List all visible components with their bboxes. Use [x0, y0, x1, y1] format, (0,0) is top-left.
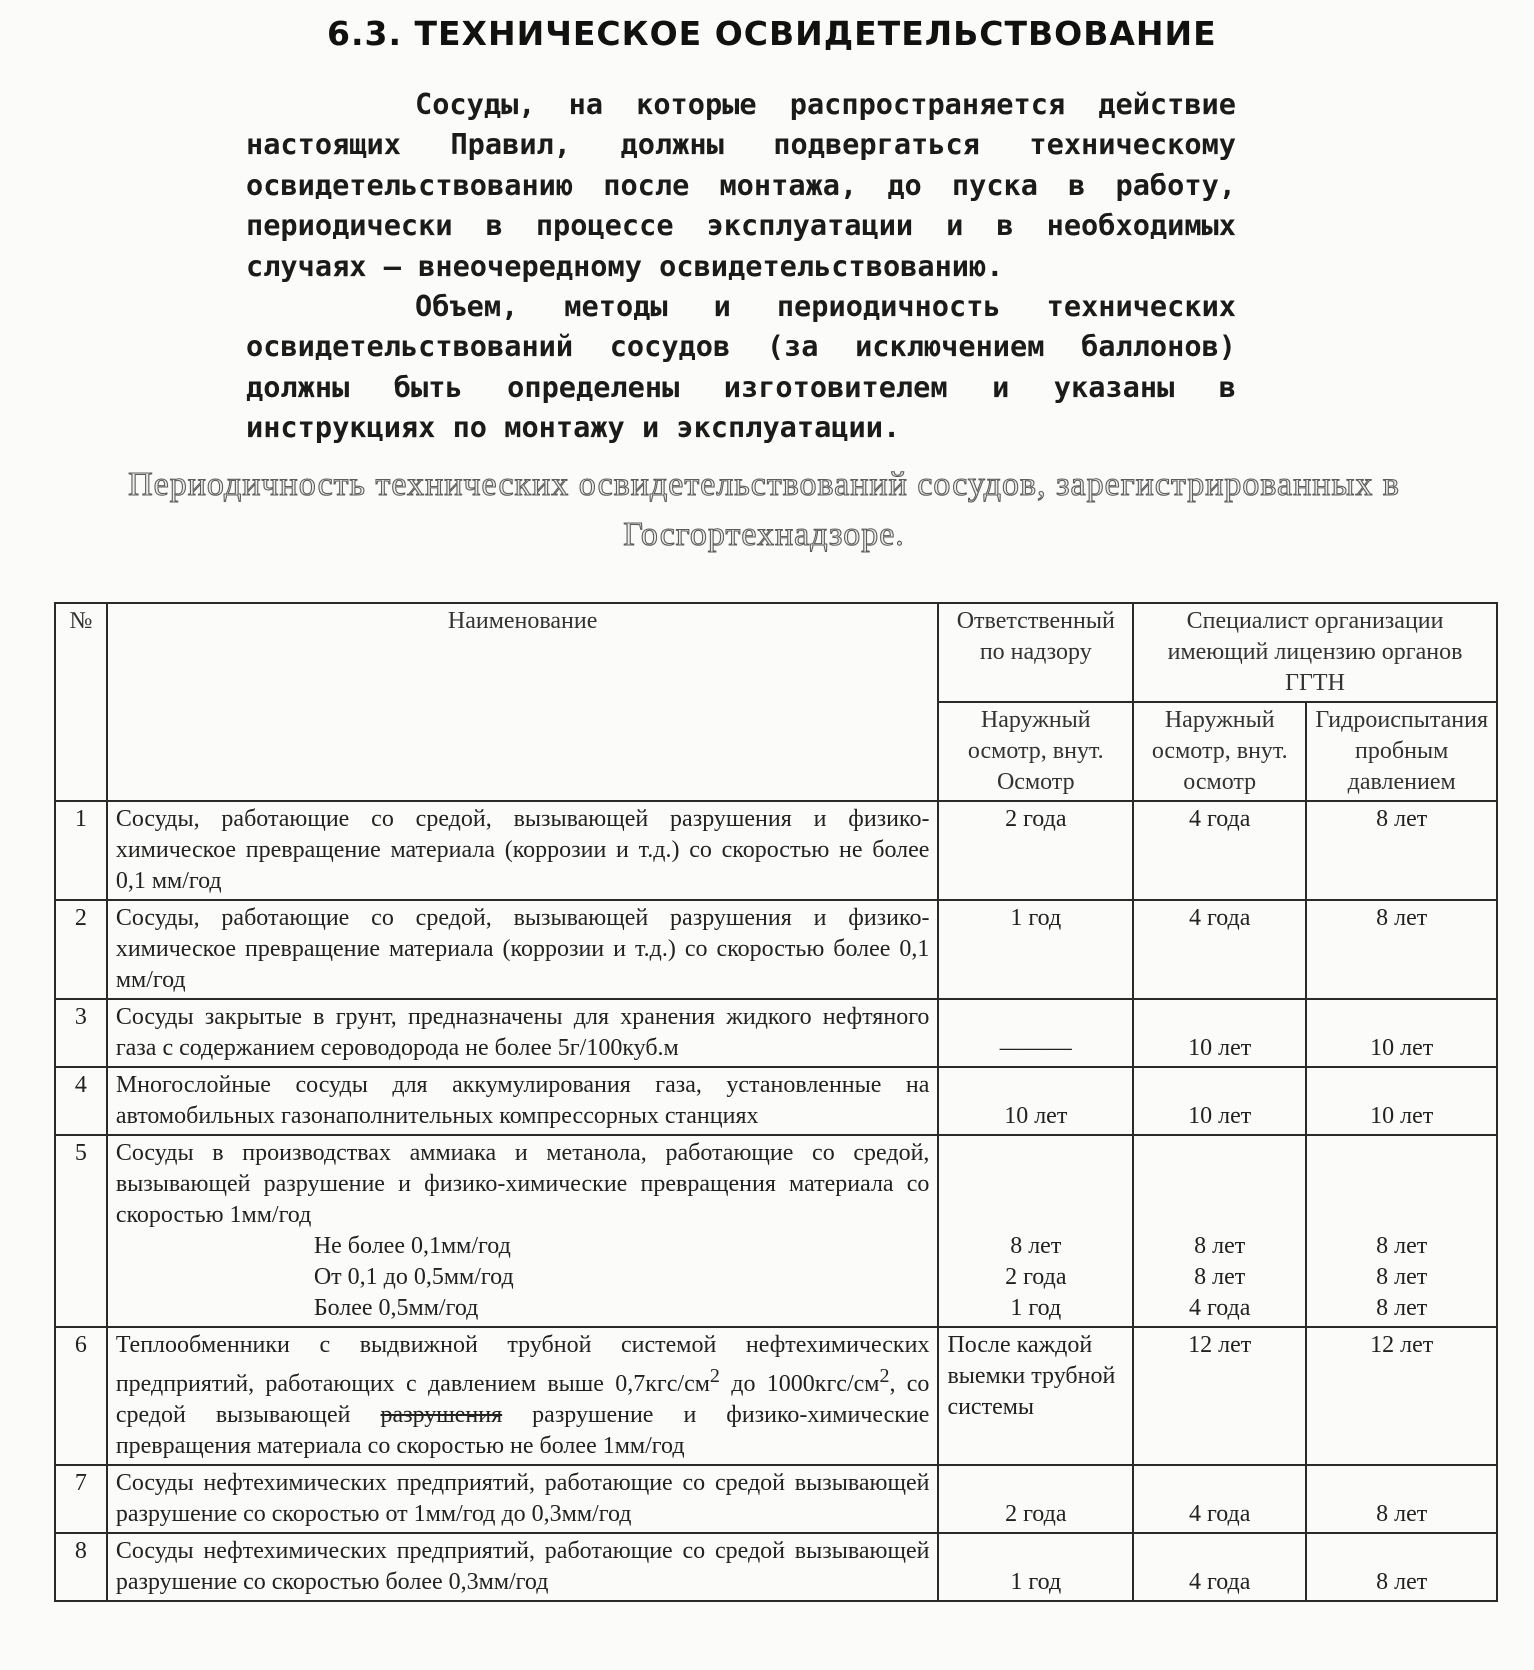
sub-period: 8 лет — [1010, 1233, 1062, 1259]
header-spec-hydro: Гидроиспытания пробным давлением — [1306, 702, 1497, 801]
superscript: 2 — [709, 1365, 720, 1387]
superscript: 2 — [879, 1365, 890, 1387]
sub-period: 1 год — [1010, 1295, 1062, 1321]
table-row — [55, 801, 1497, 900]
row-resp-period: 1 год — [938, 900, 1133, 999]
table-title: Периодичность технических освидетельствований сосудов, зарегистрированных в Госгортехнадзоре. — [128, 466, 1400, 553]
table-row — [55, 1135, 1497, 1327]
row-name: Сосуды нефтехимических предприятий, работающие со средой вызывающей разрушение со скоростью от 1мм/год до 0,3мм/год — [107, 1465, 939, 1533]
row-sub-label: Более 0,5мм/год — [313, 1295, 479, 1321]
row-name-part: , со средой вызывающей — [115, 1371, 930, 1428]
row-name: Сосуды, работающие со средой, вызывающей разрушения и физико-химическое превращение материала (коррозии и т.д.) со скоростью более 0,1 мм/год — [107, 900, 939, 999]
row-hydro-period — [1306, 1135, 1497, 1327]
table-header-row — [55, 603, 1497, 702]
row-resp-period: 10 лет — [938, 1067, 1133, 1135]
header-name: Наименование — [107, 603, 939, 801]
header-resp-inspection: Наружный осмотр, внут. Осмотр — [938, 702, 1133, 801]
row-resp-period: 2 года — [938, 801, 1133, 900]
table-row — [55, 1465, 1497, 1533]
row-name — [107, 1135, 939, 1327]
row-name: Сосуды, работающие со средой, вызывающей разрушения и физико-химическое превращение материала (коррозии и т.д.) со скоростью не более 0,1 мм/год — [107, 801, 939, 900]
sub-period: 4 года — [1189, 1295, 1251, 1321]
sub-period: 8 лет — [1194, 1264, 1246, 1290]
inspection-periodicity-table — [54, 602, 1498, 1602]
row-name: Многослойные сосуды для аккумулирования газа, установленные на автомобильных газонаполнительных компрессорных станциях — [107, 1067, 939, 1135]
row-number: 6 — [55, 1327, 107, 1465]
row-hydro-period: 8 лет — [1306, 1465, 1497, 1533]
row-name-part: разрушение и физико-химические превращения материала со скоростью не более 1мм/год — [115, 1402, 930, 1459]
table-row — [55, 900, 1497, 999]
sub-period: 8 лет — [1376, 1264, 1428, 1290]
row-spec-period: 10 лет — [1133, 999, 1306, 1067]
table-row — [55, 999, 1497, 1067]
row-resp-period: После каждой выемки трубной системы — [938, 1327, 1133, 1465]
row-resp-period: ——— — [938, 999, 1133, 1067]
header-num: № — [55, 603, 107, 801]
row-spec-period: 4 года — [1133, 801, 1306, 900]
row-spec-period: 4 года — [1133, 900, 1306, 999]
row-number: 5 — [55, 1135, 107, 1327]
row-name-text: Сосуды в производствах аммиака и метанола, работающие со средой, вызывающей разрушение и физико-химические превращения материала со скоростью 1мм/год — [115, 1140, 930, 1228]
struck-word: разрушения — [380, 1402, 503, 1428]
header-specialist: Специалист организации имеющий лицензию органов ГГТН — [1133, 603, 1497, 702]
row-spec-period — [1133, 1135, 1306, 1327]
row-hydro-period: 8 лет — [1306, 900, 1497, 999]
row-number: 4 — [55, 1067, 107, 1135]
intro-text — [246, 84, 1236, 448]
row-name: Сосуды закрытые в грунт, предназначены для хранения жидкого нефтяного газа с содержанием сероводорода не более 5г/100куб.м — [107, 999, 939, 1067]
row-resp-period — [938, 1135, 1133, 1327]
row-number: 8 — [55, 1533, 107, 1601]
header-responsible: Ответственный по надзору — [938, 603, 1133, 702]
sub-period: 8 лет — [1376, 1295, 1428, 1321]
table-row — [55, 1067, 1497, 1135]
row-number: 3 — [55, 999, 107, 1067]
row-hydro-period: 10 лет — [1306, 1067, 1497, 1135]
table-row — [55, 1327, 1497, 1465]
row-hydro-period: 10 лет — [1306, 999, 1497, 1067]
row-resp-period: 1 год — [938, 1533, 1133, 1601]
row-name — [107, 1327, 939, 1465]
row-hydro-period: 8 лет — [1306, 801, 1497, 900]
row-number: 2 — [55, 900, 107, 999]
row-hydro-period: 12 лет — [1306, 1327, 1497, 1465]
row-name: Сосуды нефтехимических предприятий, работающие со средой вызывающей разрушение со скоростью более 0,3мм/год — [107, 1533, 939, 1601]
row-sub-label: Не более 0,1мм/год — [313, 1233, 511, 1259]
intro-paragraph-1: Сосуды, на которые распространяется действие настоящих Правил, должны подвергаться техническому освидетельствованию после монтажа, до пуска в работу, периодически в процессе эксплуатации и в необходимых случаях — внеочередному освидетельствованию. — [246, 87, 1236, 283]
row-spec-period: 4 года — [1133, 1533, 1306, 1601]
intro-paragraph-2: Объем, методы и периодичность технических освидетельствований сосудов (за исключением баллонов) должны быть определены изготовителем и указаны в инструкциях по монтажу и эксплуатации. — [246, 289, 1236, 445]
row-number: 7 — [55, 1465, 107, 1533]
header-spec-inspection: Наружный осмотр, внут. осмотр — [1133, 702, 1306, 801]
row-name-part: до 1000кгс/см — [719, 1371, 880, 1397]
section-heading: 6.3. ТЕХНИЧЕСКОЕ ОСВИДЕТЕЛЬСТВОВАНИЕ — [327, 14, 1217, 53]
sub-period: 2 года — [1005, 1264, 1067, 1290]
row-spec-period: 12 лет — [1133, 1327, 1306, 1465]
row-sub-label: От 0,1 до 0,5мм/год — [313, 1264, 514, 1290]
row-hydro-period: 8 лет — [1306, 1533, 1497, 1601]
row-resp-period: 2 года — [938, 1465, 1133, 1533]
row-number: 1 — [55, 801, 107, 900]
row-spec-period: 4 года — [1133, 1465, 1306, 1533]
row-name-part: Теплообменники с выдвижной трубной системой нефтехимических предприятий, работающих с давлением выше 0,7кгс/см — [115, 1332, 930, 1397]
row-spec-period: 10 лет — [1133, 1067, 1306, 1135]
table-row — [55, 1533, 1497, 1601]
sub-period: 8 лет — [1376, 1233, 1428, 1259]
sub-period: 8 лет — [1194, 1233, 1246, 1259]
